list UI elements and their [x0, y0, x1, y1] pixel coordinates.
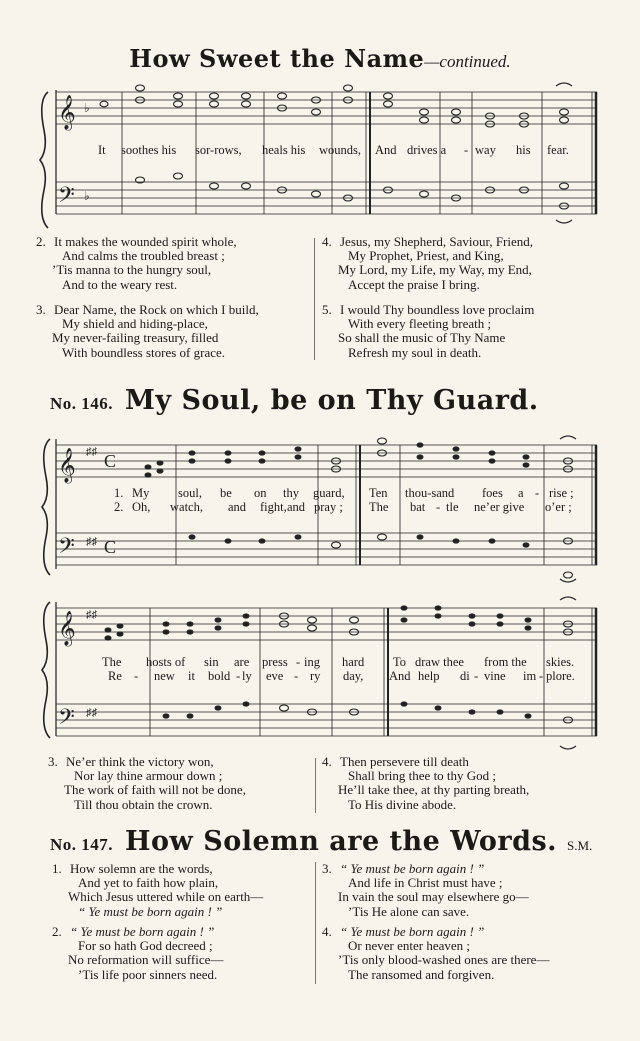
- lyric-syllable: -: [464, 143, 469, 157]
- svg-text:𝄞: 𝄞: [58, 448, 76, 483]
- lyric-syllable: way: [475, 143, 496, 157]
- lyric-syllable: 1.: [114, 486, 124, 500]
- hymn-number: No. 146.: [50, 394, 114, 413]
- lyric-syllable: drives a: [407, 143, 447, 157]
- lyric-syllable: are: [234, 655, 250, 669]
- lyric-syllable: draw thee: [415, 655, 464, 669]
- lyric-syllable: -: [134, 669, 139, 683]
- lyric-syllable: -: [294, 669, 299, 683]
- svg-text:𝄞: 𝄞: [58, 611, 76, 646]
- verse-separator: [315, 758, 316, 813]
- lyric-syllable: from the: [484, 655, 527, 669]
- hymn-145-verse-3: 3. Dear Name, the Rock on which I build, My shield and hiding-place, My never-failing treasury, filled With boundless stores of grace.: [36, 302, 259, 360]
- lyric-syllable: soothes his: [121, 143, 177, 157]
- lyric-syllable: rise ;: [549, 486, 574, 500]
- lyric-syllable: day,: [343, 669, 364, 683]
- lyric-syllable: To: [393, 655, 407, 669]
- lyric-syllable: his: [516, 143, 531, 157]
- hymn-title: My Soul, be on Thy Guard.: [125, 385, 539, 416]
- lyric-syllable: a: [518, 486, 524, 500]
- lyric-syllable: -: [236, 669, 241, 683]
- lyric-syllable: Re: [108, 669, 122, 683]
- music-system-1: [0, 0, 640, 232]
- verse-separator: [315, 862, 316, 984]
- lyric-syllable: sor-rows,: [195, 143, 242, 157]
- lyric-syllable: and: [228, 500, 247, 514]
- lyric-syllable: Ten: [369, 486, 388, 500]
- svg-text:C: C: [104, 537, 117, 557]
- lyric-syllable: fear.: [547, 143, 569, 157]
- lyric-syllable: help: [418, 669, 440, 683]
- hymn-147-verse-4: 4. “ Ye must be born again ! ” Or never enter heaven ; ’Tis only blood-washed ones are there— The ransomed and forgiven.: [322, 924, 550, 982]
- lyric-syllable: o’er ;: [545, 500, 572, 514]
- lyric-syllable: heals his: [262, 143, 306, 157]
- lyric-syllable: pray ;: [314, 500, 343, 514]
- hymn-145-continued: —continued.: [424, 52, 511, 71]
- lyric-syllable: hard: [342, 655, 365, 669]
- hymn-146-heading: [50, 385, 539, 416]
- svg-text:𝄢: 𝄢: [58, 705, 75, 735]
- lyric-syllable: -: [539, 669, 544, 683]
- hymn-title: How Solemn are the Words.: [125, 826, 558, 857]
- hymn-147-verse-3: 3. “ Ye must be born again ! ” And life in Christ must have ; In vain the soul may elsewhere go— ’Tis He alone can save.: [322, 861, 529, 919]
- hymn-147-verse-2: 2. “ Ye must be born again ! ” For so hath God decreed ; No reformation will suffice— ’Tis life poor sinners need.: [52, 924, 224, 982]
- lyric-syllable: hosts of: [146, 655, 186, 669]
- lyric-syllable: The: [369, 500, 389, 514]
- lyric-syllable: and: [287, 500, 306, 514]
- lyric-syllable: bat: [410, 500, 426, 514]
- hymn-145-verse-2: 2. It makes the wounded spirit whole, And calms the troubled breast ; ’Tis manna to the hungry soul, And to the weary rest.: [36, 234, 237, 292]
- lyric-syllable: watch,: [170, 500, 203, 514]
- lyric-syllable: fight,: [260, 500, 287, 514]
- hymn-145-lyric-line: [0, 143, 640, 159]
- svg-text:♯♯: ♯♯: [86, 536, 97, 548]
- svg-text:♯♯: ♯♯: [86, 446, 97, 458]
- lyric-syllable: soul,: [178, 486, 202, 500]
- lyric-syllable: And: [375, 143, 397, 157]
- svg-text:C: C: [104, 451, 117, 471]
- svg-text:𝄢: 𝄢: [58, 183, 75, 213]
- lyric-syllable: vine: [484, 669, 506, 683]
- lyric-syllable: new: [154, 669, 175, 683]
- lyric-syllable: -: [474, 669, 479, 683]
- svg-text:♯♯: ♯♯: [86, 707, 97, 719]
- hymn-meter: S.M.: [567, 838, 593, 853]
- lyric-syllable: ne’er give: [474, 500, 525, 514]
- lyric-syllable: tle: [446, 500, 459, 514]
- lyric-syllable: -: [436, 500, 441, 514]
- lyric-syllable: And: [389, 669, 411, 683]
- lyric-syllable: It: [98, 143, 106, 157]
- hymn-146-verse-4: 4. Then persevere till death Shall bring thee to thy God ; He’ll take thee, at thy parting breath, To His divine abode.: [322, 754, 530, 812]
- lyric-syllable: thou-sand: [405, 486, 455, 500]
- hymn-146-lyric-line-4: [0, 669, 640, 685]
- svg-text:𝄢: 𝄢: [58, 534, 75, 564]
- hymn-145-verse-5: 5. I would Thy boundless love proclaim With every fleeting breath ; So shall the music of Thy Name Refresh my soul in death.: [322, 302, 535, 360]
- hymn-146-lyric-line-2: [0, 500, 640, 516]
- lyric-syllable: thy: [283, 486, 299, 500]
- lyric-syllable: on: [254, 486, 267, 500]
- lyric-syllable: di: [460, 669, 470, 683]
- lyric-syllable: -: [535, 486, 540, 500]
- lyric-syllable: eve: [266, 669, 284, 683]
- hymn-number: No. 147.: [50, 835, 114, 854]
- hymn-147-heading: [50, 826, 592, 857]
- lyric-syllable: guard,: [313, 486, 345, 500]
- lyric-syllable: sin: [204, 655, 219, 669]
- svg-text:♭: ♭: [84, 101, 90, 115]
- lyric-syllable: plore.: [546, 669, 575, 683]
- lyric-syllable: be: [220, 486, 232, 500]
- lyric-syllable: foes: [482, 486, 503, 500]
- svg-text:♭: ♭: [84, 189, 90, 203]
- svg-text:♯♯: ♯♯: [86, 609, 97, 621]
- lyric-syllable: 2.: [114, 500, 124, 514]
- lyric-syllable: it: [188, 669, 195, 683]
- svg-text:𝄞: 𝄞: [58, 95, 76, 130]
- lyric-syllable: skies.: [546, 655, 575, 669]
- lyric-syllable: Oh,: [132, 500, 151, 514]
- lyric-syllable: ly: [242, 669, 252, 683]
- hymn-146-verse-3: 3. Ne’er think the victory won, Nor lay thine armour down ; The work of faith will not be done, Till thou obtain the crown.: [48, 754, 246, 812]
- lyric-syllable: bold: [208, 669, 231, 683]
- lyric-syllable: wounds,: [319, 143, 362, 157]
- lyric-syllable: press: [262, 655, 288, 669]
- lyric-syllable: ry: [310, 669, 321, 683]
- lyric-syllable: The: [102, 655, 122, 669]
- lyric-syllable: ing: [304, 655, 320, 669]
- lyric-syllable: My: [132, 486, 150, 500]
- hymn-145-verse-4: 4. Jesus, my Shepherd, Saviour, Friend, My Prophet, Priest, and King, My Lord, my Life, my Way, my End, Accept the praise I bring.: [322, 234, 534, 292]
- lyric-syllable: im: [523, 669, 537, 683]
- verse-separator: [314, 238, 315, 360]
- lyric-syllable: -: [296, 655, 301, 669]
- hymn-147-verse-1: 1. How solemn are the words, And yet to faith how plain, Which Jesus uttered while on earth— “ Ye must be born again ! ”: [52, 861, 264, 919]
- hymn-145-title-text: How Sweet the Name: [129, 44, 425, 73]
